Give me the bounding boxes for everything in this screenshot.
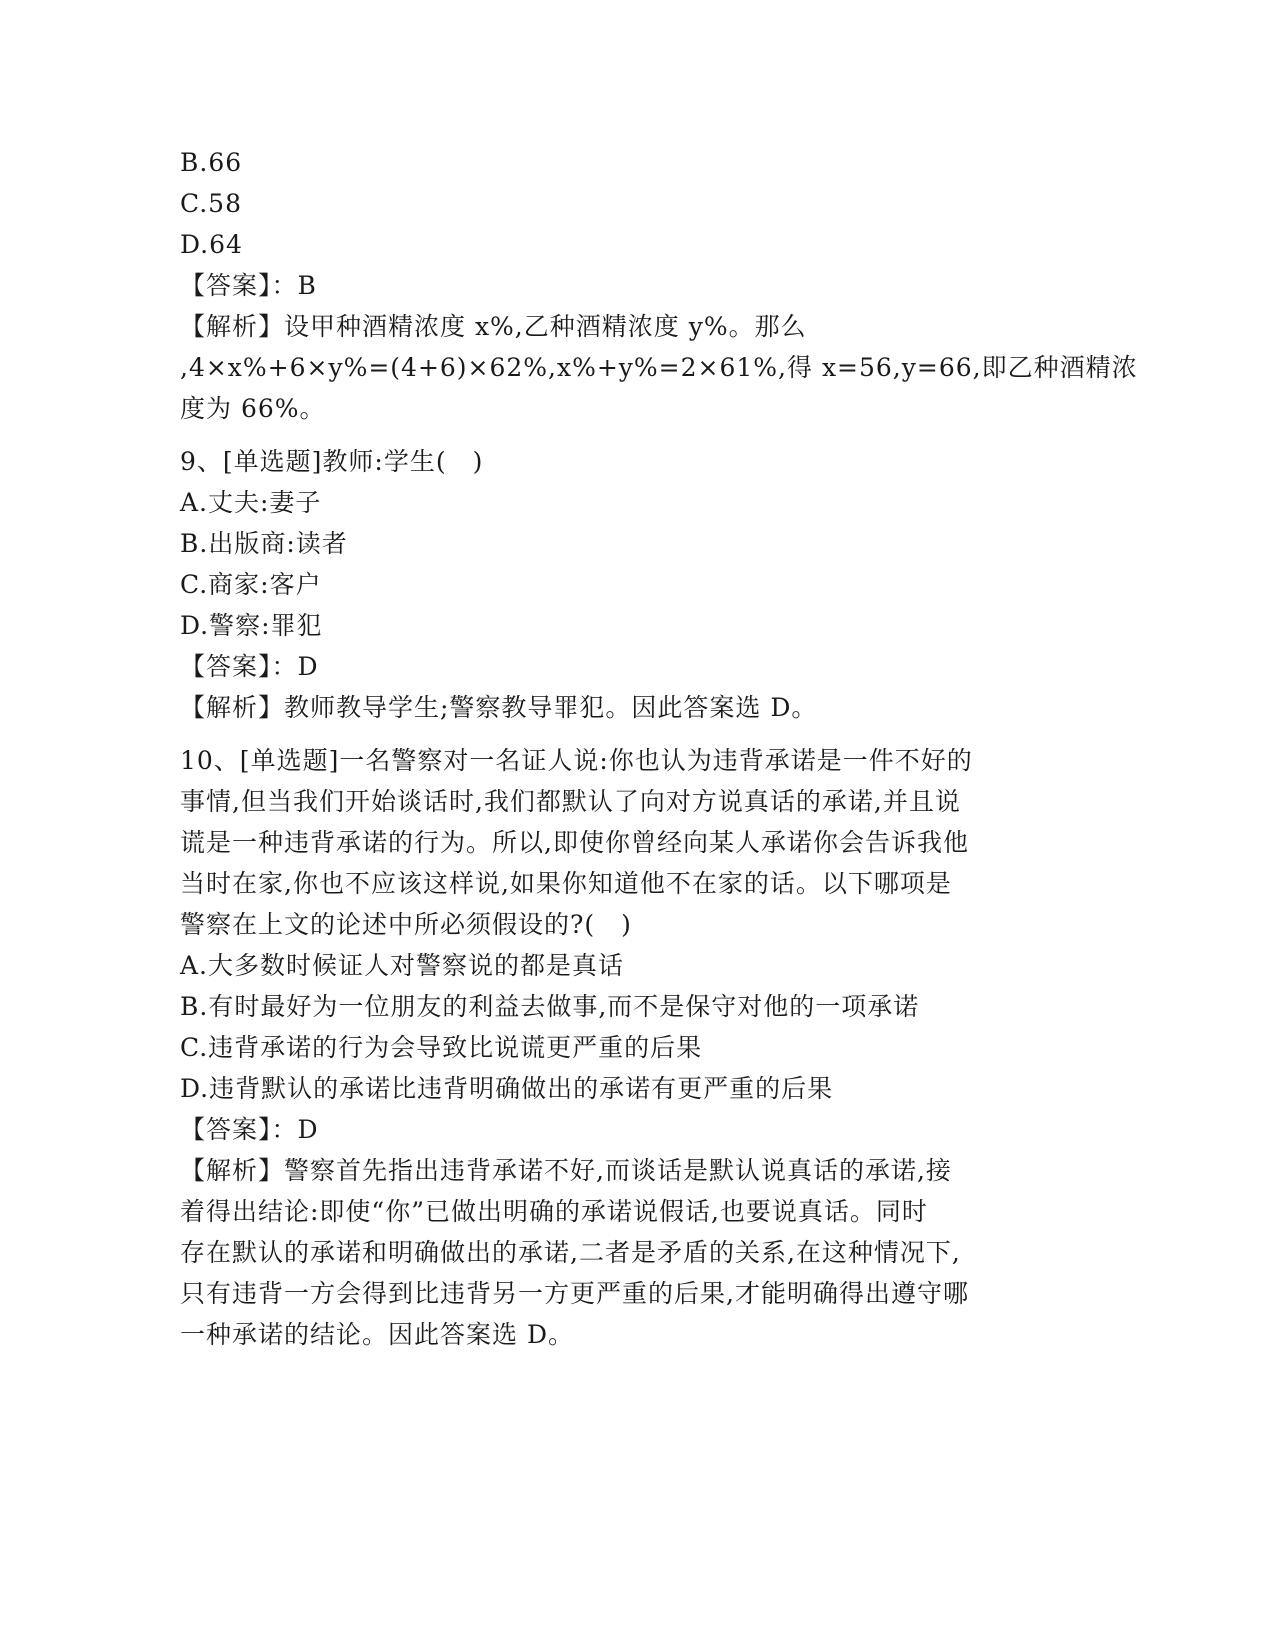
document-page <box>180 142 1138 1355</box>
question-stem-line: 事情,但当我们开始谈话时,我们都默认了向对方说真话的承诺,并且说 <box>180 787 961 816</box>
option-c: C.商家:客户 <box>180 570 322 599</box>
analysis-line: 【解析】警察首先指出违背承诺不好,而谈话是默认说真话的承诺,接 <box>180 1156 952 1185</box>
analysis-line: 存在默认的承诺和明确做出的承诺,二者是矛盾的关系,在这种情况下, <box>180 1238 961 1267</box>
analysis-line: 【解析】设甲种酒精浓度 x%,乙种酒精浓度 y%。那么 <box>180 312 807 341</box>
question-stem-line: 10、[单选题]一名警察对一名证人说:你也认为违背承诺是一件不好的 <box>180 746 973 775</box>
analysis-line: 着得出结论:即使“你”已做出明确的承诺说假话,也要说真话。同时 <box>180 1197 928 1226</box>
answer-line: 【答案】：D <box>180 1115 319 1144</box>
answer-line: 【答案】：B <box>180 271 317 300</box>
option-d: D.64 <box>180 230 243 259</box>
option-d: D.警察:罪犯 <box>180 611 323 640</box>
option-a: A.丈夫:妻子 <box>180 488 322 517</box>
question-10-block <box>180 740 1060 1355</box>
option-b: B.有时最好为一位朋友的利益去做事,而不是保守对他的一项承诺 <box>180 992 920 1021</box>
question-stem: 9、[单选题]教师:学生( ) <box>180 447 484 476</box>
analysis-line: 度为 66%。 <box>180 394 326 423</box>
option-c: C.违背承诺的行为会导致比说谎更严重的后果 <box>180 1033 703 1062</box>
prev-question-block <box>180 142 1138 429</box>
analysis-line: 只有违背一方会得到比违背另一方更严重的后果,才能明确得出遵守哪 <box>180 1279 969 1308</box>
analysis-line: 【解析】教师教导学生;警察教导罪犯。因此答案选 D。 <box>180 693 818 722</box>
question-stem-line: 当时在家,你也不应该这样说,如果你知道他不在家的话。以下哪项是 <box>180 869 952 898</box>
question-stem-line: 警察在上文的论述中所必须假设的?( ) <box>180 910 632 939</box>
option-b: B.出版商:读者 <box>180 529 348 558</box>
option-c: C.58 <box>180 189 242 218</box>
analysis-line: 一种承诺的结论。因此答案选 D。 <box>180 1320 574 1349</box>
option-b: B.66 <box>180 148 243 177</box>
question-stem-line: 谎是一种违背承诺的行为。所以,即使你曾经向某人承诺你会告诉我他 <box>180 828 969 857</box>
analysis-line: ,4×x%+6×y%=(4+6)×62%,x%+y%=2×61%,得 x=56,y=66,即乙种酒精浓 <box>180 353 1138 382</box>
option-a: A.大多数时候证人对警察说的都是真话 <box>180 951 625 980</box>
option-d: D.违背默认的承诺比违背明确做出的承诺有更严重的后果 <box>180 1074 834 1103</box>
answer-line: 【答案】：D <box>180 652 319 681</box>
question-9-block <box>180 441 1060 728</box>
